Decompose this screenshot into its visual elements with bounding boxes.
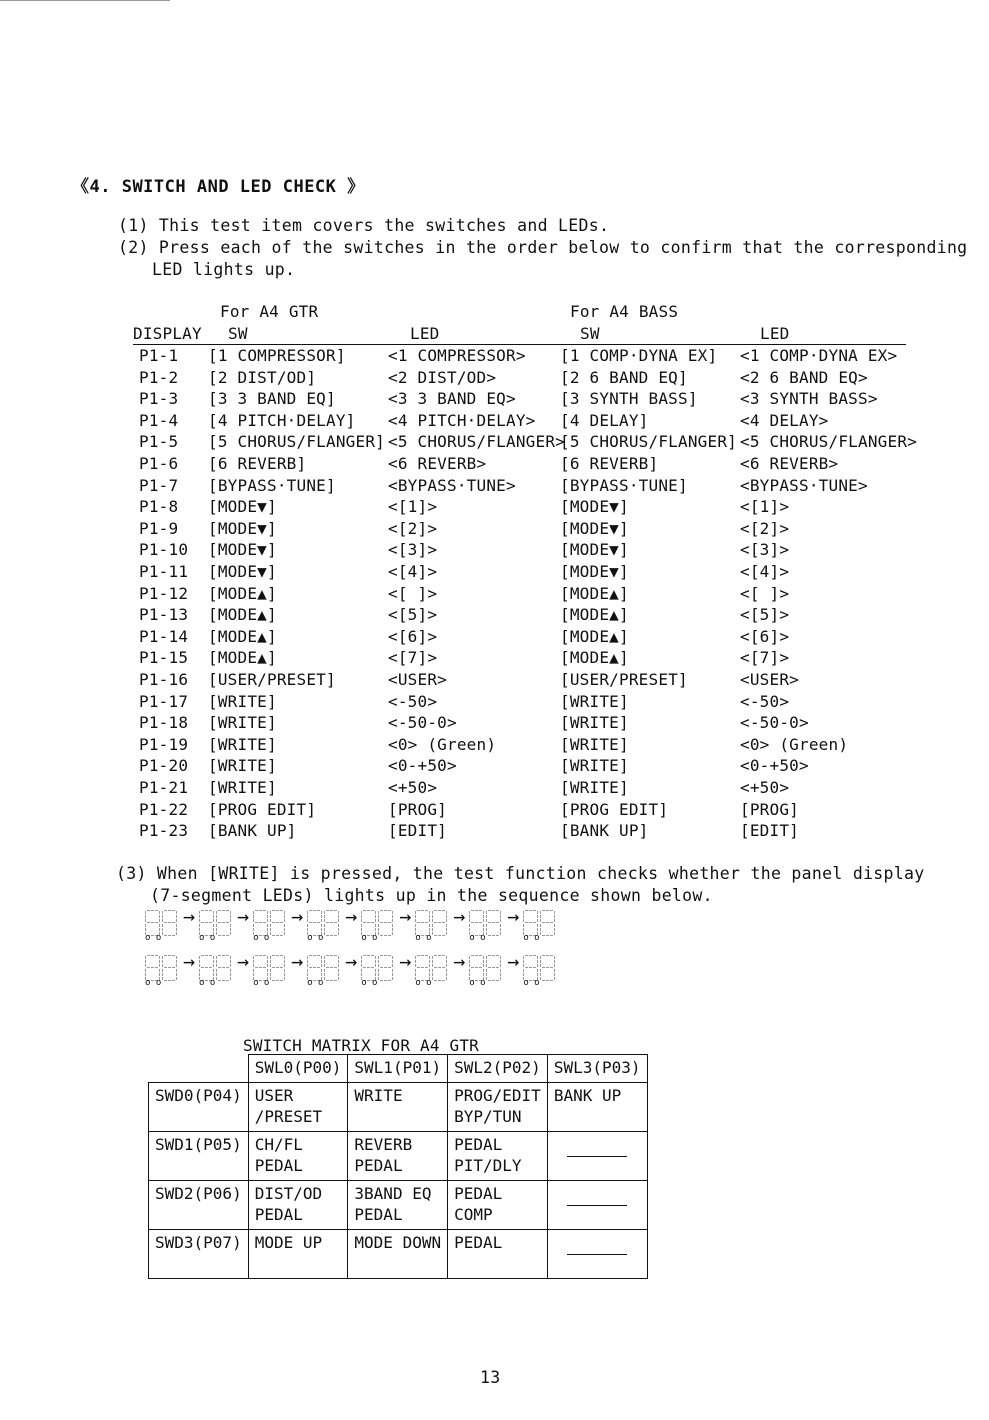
empty-cell-dash xyxy=(567,1205,627,1206)
gtr-led-cell: <[2]> xyxy=(388,518,438,538)
matrix-col-1: SWL1(P01) xyxy=(348,1055,448,1083)
decimal-point-indicators: o o xyxy=(469,978,486,988)
table-row xyxy=(0,539,989,561)
display-cell: P1-23 xyxy=(139,821,189,841)
arrow-right-icon: → xyxy=(345,949,358,973)
top-rule xyxy=(0,0,170,2)
bass-switch-cell: [MODE▲] xyxy=(560,583,629,603)
arrow-right-icon: → xyxy=(291,904,304,928)
bass-switch-cell: [6 REVERB] xyxy=(560,454,659,473)
matrix-cell-line-2 xyxy=(255,1253,342,1274)
matrix-title: SWITCH MATRIX FOR A4 GTR xyxy=(243,1036,479,1055)
gtr-led-cell: <2 DIST/OD> xyxy=(388,367,497,387)
decimal-point-indicators: o o xyxy=(523,978,540,988)
bass-switch-cell: [MODE▼] xyxy=(560,562,629,581)
matrix-cell xyxy=(547,1132,647,1181)
matrix-cell-line-1: REVERB xyxy=(354,1135,413,1154)
table-row xyxy=(0,367,989,389)
decimal-point-indicators: o o xyxy=(253,978,270,988)
table-row xyxy=(0,431,989,453)
gtr-switch-cell: [MODE▲] xyxy=(208,648,277,668)
display-state xyxy=(415,949,469,988)
gtr-switch-cell: [PROG EDIT] xyxy=(208,799,317,819)
bass-led-cell: <[2]> xyxy=(740,518,790,538)
display-state xyxy=(361,949,415,988)
decimal-point-indicators: o o xyxy=(415,978,432,988)
arrow-right-icon: → xyxy=(453,949,466,973)
arrow-right-icon: → xyxy=(237,904,250,928)
gtr-switch-cell: [MODE▼] xyxy=(208,562,277,581)
decimal-point-indicators: o o xyxy=(199,933,216,943)
matrix-cell-line-1: DIST/OD xyxy=(254,1184,323,1203)
matrix-body xyxy=(149,1083,648,1279)
display-cell: P1-22 xyxy=(139,799,189,819)
bass-switch-cell: [2 6 BAND EQ] xyxy=(560,367,688,387)
table-row xyxy=(0,777,989,799)
matrix-cell-line-1: CH/FL xyxy=(254,1135,303,1154)
paragraph-2: (2) Press each of the switches in the order below to confirm that the corresponding xyxy=(118,238,968,257)
arrow-right-icon: → xyxy=(183,949,196,973)
display-cell: P1-3 xyxy=(139,389,179,409)
gtr-header: For A4 GTR xyxy=(220,302,319,321)
bass-led-cell: <0> (Green) xyxy=(740,734,849,754)
gtr-led-cell: <[4]> xyxy=(388,562,438,581)
gtr-led-cell: <0> (Green) xyxy=(388,734,497,754)
arrow-right-icon: → xyxy=(399,949,412,973)
bass-switch-cell: [WRITE] xyxy=(560,713,629,733)
gtr-switch-cell: [1 COMPRESSOR] xyxy=(208,346,346,365)
gtr-led-cell: <[3]> xyxy=(388,540,438,560)
gtr-led-cell: <+50> xyxy=(388,778,438,797)
gtr-led-cell: [EDIT] xyxy=(388,821,447,841)
gtr-led-cell: <3 3 BAND EQ> xyxy=(388,389,516,409)
display-cell: P1-7 xyxy=(139,475,179,495)
display-state xyxy=(253,949,307,988)
matrix-cell-line-2: PEDAL xyxy=(254,1156,303,1175)
bass-led-cell: <-50> xyxy=(740,691,790,711)
table-row xyxy=(0,561,989,583)
table-row xyxy=(0,496,989,518)
table-body xyxy=(0,345,989,845)
display-state xyxy=(361,904,415,943)
gtr-switch-cell: [MODE▲] xyxy=(208,626,277,646)
bass-led-cell: <USER> xyxy=(740,670,799,689)
display-cell: P1-4 xyxy=(139,410,179,430)
matrix-cell xyxy=(547,1083,647,1132)
bass-switch-cell: [PROG EDIT] xyxy=(560,799,669,819)
bass-led-cell: <5 CHORUS/FLANGER> xyxy=(740,432,917,452)
table-row xyxy=(0,345,989,367)
decimal-point-indicators: o o xyxy=(361,978,378,988)
bass-switch-cell: [MODE▲] xyxy=(560,605,629,625)
matrix-cell xyxy=(348,1083,448,1132)
display-state xyxy=(469,949,523,988)
bass-led-cell: <[6]> xyxy=(740,626,790,646)
decimal-point-indicators: o o xyxy=(145,978,162,988)
display-cell: P1-11 xyxy=(139,562,189,581)
matrix-header-row xyxy=(149,1055,648,1083)
gtr-switch-cell: [4 PITCH·DELAY] xyxy=(208,410,356,430)
gtr-led-cell: <-50-0> xyxy=(388,713,457,733)
decimal-point-indicators: o o xyxy=(307,933,324,943)
gtr-led-cell: <6 REVERB> xyxy=(388,454,487,473)
matrix-cell xyxy=(448,1181,548,1230)
empty-cell-dash xyxy=(567,1156,627,1157)
matrix-row xyxy=(149,1230,648,1279)
display-state xyxy=(523,910,557,943)
table-row xyxy=(0,691,989,713)
arrow-right-icon: → xyxy=(507,904,520,928)
matrix-cell-line-1: USER xyxy=(254,1086,294,1105)
display-cell: P1-15 xyxy=(139,648,189,668)
gtr-led-cell: <[1]> xyxy=(388,497,438,517)
decimal-point-indicators: o o xyxy=(415,933,432,943)
gtr-switch-cell: [6 REVERB] xyxy=(208,454,307,473)
bass-led-cell: [PROG] xyxy=(740,799,799,819)
gtr-switch-cell: [MODE▼] xyxy=(208,518,277,538)
display-cell: P1-14 xyxy=(139,626,189,646)
bass-led-cell: <+50> xyxy=(740,778,790,797)
display-state xyxy=(415,904,469,943)
table-row xyxy=(0,820,989,842)
decimal-point-indicators: o o xyxy=(253,933,270,943)
matrix-cell-line-2: PIT/DLY xyxy=(454,1156,522,1175)
gtr-led-cell: <[5]> xyxy=(388,605,438,625)
gtr-switch-cell: [WRITE] xyxy=(208,713,277,733)
table-row xyxy=(0,647,989,669)
col-display: DISPLAY xyxy=(133,324,202,343)
col-sw-gtr: SW xyxy=(228,324,248,343)
arrow-right-icon: → xyxy=(507,949,520,973)
bass-header: For A4 BASS xyxy=(570,302,679,321)
bass-led-cell: <2 6 BAND EQ> xyxy=(740,367,868,387)
matrix-cell-line-2: BYP/TUN xyxy=(454,1107,522,1126)
bass-led-cell: <-50-0> xyxy=(740,713,809,733)
matrix-cell xyxy=(348,1230,448,1279)
decimal-point-indicators: o o xyxy=(523,933,540,943)
display-cell: P1-1 xyxy=(139,346,179,365)
matrix-row-head: SWD3(P07) xyxy=(149,1230,249,1279)
bass-led-cell: <1 COMP·DYNA EX> xyxy=(740,346,898,365)
bass-led-cell: <[5]> xyxy=(740,605,790,625)
section-title: 《4. SWITCH AND LED CHECK 》 xyxy=(72,177,365,197)
bass-switch-cell: [WRITE] xyxy=(560,778,629,797)
bass-led-cell: <6 REVERB> xyxy=(740,454,839,473)
table-row xyxy=(0,755,989,777)
bass-switch-cell: [WRITE] xyxy=(560,756,629,776)
display-cell: P1-8 xyxy=(139,497,179,517)
decimal-point-indicators: o o xyxy=(307,978,324,988)
arrow-right-icon: → xyxy=(237,949,250,973)
matrix-cell xyxy=(547,1181,647,1230)
gtr-led-cell: <BYPASS·TUNE> xyxy=(388,475,516,495)
display-state xyxy=(145,949,199,988)
display-cell: P1-19 xyxy=(139,734,189,754)
matrix-col-2: SWL2(P02) xyxy=(448,1055,548,1083)
table-row xyxy=(0,669,989,691)
matrix-cell-line-1: BANK UP xyxy=(553,1086,622,1105)
bass-switch-cell: [MODE▼] xyxy=(560,518,629,538)
gtr-led-cell: <[6]> xyxy=(388,626,438,646)
gtr-switch-cell: [WRITE] xyxy=(208,691,277,711)
arrow-right-icon: → xyxy=(183,904,196,928)
display-cell: P1-18 xyxy=(139,713,189,733)
display-cell: P1-9 xyxy=(139,518,179,538)
matrix-cell-line-1: PROG/EDIT xyxy=(454,1086,541,1105)
gtr-switch-cell: [2 DIST/OD] xyxy=(208,367,317,387)
matrix-corner xyxy=(149,1055,249,1083)
segment-sequence-row-2 xyxy=(145,949,557,988)
arrow-right-icon: → xyxy=(453,904,466,928)
display-cell: P1-20 xyxy=(139,756,189,776)
matrix-cell-line-2: /PRESET xyxy=(254,1107,323,1126)
gtr-led-cell: <USER> xyxy=(388,670,447,689)
display-state xyxy=(253,904,307,943)
page-number: 13 xyxy=(480,1368,501,1387)
display-state xyxy=(199,904,253,943)
gtr-switch-cell: [MODE▼] xyxy=(208,497,277,517)
matrix-row xyxy=(149,1181,648,1230)
table-row xyxy=(0,518,989,540)
matrix-cell xyxy=(248,1181,348,1230)
display-state xyxy=(469,904,523,943)
display-cell: P1-5 xyxy=(139,432,179,452)
gtr-switch-cell: [BYPASS·TUNE] xyxy=(208,475,336,495)
bass-switch-cell: [WRITE] xyxy=(560,734,629,754)
matrix-cell xyxy=(448,1083,548,1132)
matrix-cell-line-1: WRITE xyxy=(354,1086,403,1105)
table-row xyxy=(0,712,989,734)
bass-led-cell: <4 DELAY> xyxy=(740,410,829,430)
matrix-col-3: SWL3(P03) xyxy=(547,1055,647,1083)
display-cell: P1-12 xyxy=(139,583,189,603)
display-cell: P1-10 xyxy=(139,540,189,560)
arrow-right-icon: → xyxy=(399,904,412,928)
matrix-cell-line-2 xyxy=(354,1106,441,1127)
matrix-cell xyxy=(348,1132,448,1181)
decimal-point-indicators: o o xyxy=(469,933,486,943)
switch-matrix xyxy=(148,1054,648,1279)
matrix-cell-line-1: PEDAL xyxy=(454,1233,503,1252)
gtr-led-cell: <5 CHORUS/FLANGER> xyxy=(388,432,565,452)
matrix-cell xyxy=(348,1181,448,1230)
bass-switch-cell: [BYPASS·TUNE] xyxy=(560,475,688,495)
bass-switch-cell: [1 COMP·DYNA EX] xyxy=(560,346,718,365)
display-state xyxy=(199,949,253,988)
segment-sequence-row-1 xyxy=(145,904,557,943)
gtr-switch-cell: [5 CHORUS/FLANGER] xyxy=(208,432,385,452)
bass-switch-cell: [MODE▲] xyxy=(560,648,629,668)
col-sw-bass: SW xyxy=(580,324,600,343)
gtr-switch-cell: [MODE▲] xyxy=(208,583,277,603)
matrix-cell-line-1: MODE UP xyxy=(254,1233,323,1252)
display-cell: P1-16 xyxy=(139,670,189,689)
paragraph-1: (1) This test item covers the switches and LEDs. xyxy=(118,216,610,235)
matrix-col-0: SWL0(P00) xyxy=(248,1055,348,1083)
gtr-led-cell: <[7]> xyxy=(388,648,438,668)
bass-led-cell: <BYPASS·TUNE> xyxy=(740,475,868,495)
bass-switch-cell: [USER/PRESET] xyxy=(560,670,688,689)
matrix-cell-line-2: PEDAL xyxy=(354,1205,403,1224)
matrix-cell-line-1: MODE DOWN xyxy=(354,1233,442,1252)
bass-led-cell: <[7]> xyxy=(740,648,790,668)
matrix-cell-line-2: PEDAL xyxy=(254,1205,303,1224)
table-row xyxy=(0,388,989,410)
matrix-row-head: SWD0(P04) xyxy=(149,1083,249,1132)
paragraph-2-cont: LED lights up. xyxy=(152,260,296,279)
matrix-cell-line-2: PEDAL xyxy=(354,1156,403,1175)
arrow-right-icon: → xyxy=(291,949,304,973)
bass-switch-cell: [MODE▼] xyxy=(560,540,629,560)
display-state xyxy=(523,955,557,988)
col-led-gtr: LED xyxy=(410,324,440,343)
display-state xyxy=(145,904,199,943)
display-state xyxy=(307,949,361,988)
bass-led-cell: <3 SYNTH BASS> xyxy=(740,389,878,409)
bass-switch-cell: [MODE▼] xyxy=(560,497,629,517)
bass-switch-cell: [5 CHORUS/FLANGER] xyxy=(560,432,737,452)
decimal-point-indicators: o o xyxy=(145,933,162,943)
matrix-cell-line-1: PEDAL xyxy=(454,1184,503,1203)
decimal-point-indicators: o o xyxy=(361,933,378,943)
gtr-switch-cell: [MODE▼] xyxy=(208,540,277,560)
gtr-led-cell: <1 COMPRESSOR> xyxy=(388,346,526,365)
bass-switch-cell: [3 SYNTH BASS] xyxy=(560,389,698,409)
bass-led-cell: <[ ]> xyxy=(740,583,790,603)
matrix-row-head: SWD2(P06) xyxy=(149,1181,249,1230)
gtr-led-cell: <[ ]> xyxy=(388,583,438,603)
matrix-row xyxy=(149,1083,648,1132)
bass-switch-cell: [4 DELAY] xyxy=(560,410,649,430)
display-cell: P1-13 xyxy=(139,605,189,625)
bass-led-cell: <[4]> xyxy=(740,562,790,581)
decimal-point-indicators: o o xyxy=(199,978,216,988)
gtr-switch-cell: [WRITE] xyxy=(208,778,277,797)
gtr-led-cell: [PROG] xyxy=(388,799,447,819)
matrix-cell-line-2 xyxy=(454,1253,541,1274)
bass-switch-cell: [WRITE] xyxy=(560,691,629,711)
gtr-switch-cell: [3 3 BAND EQ] xyxy=(208,389,336,409)
table-row xyxy=(0,799,989,821)
display-state xyxy=(307,904,361,943)
paragraph-3-cont: (7-segment LEDs) lights up in the sequence shown below. xyxy=(150,886,713,905)
matrix-cell-line-1: 3BAND EQ xyxy=(354,1184,432,1203)
bass-switch-cell: [BANK UP] xyxy=(560,821,649,841)
matrix-cell xyxy=(248,1230,348,1279)
gtr-led-cell: <0-+50> xyxy=(388,756,457,776)
display-cell: P1-2 xyxy=(139,367,179,387)
arrow-right-icon: → xyxy=(345,904,358,928)
matrix-cell-line-1: PEDAL xyxy=(454,1135,503,1154)
bass-led-cell: <[1]> xyxy=(740,497,790,517)
gtr-switch-cell: [WRITE] xyxy=(208,756,277,776)
table-row xyxy=(0,453,989,475)
table-row xyxy=(0,583,989,605)
gtr-switch-cell: [MODE▲] xyxy=(208,605,277,625)
matrix-row xyxy=(149,1132,648,1181)
bass-led-cell: [EDIT] xyxy=(740,821,799,841)
matrix-cell-line-2 xyxy=(554,1106,641,1127)
matrix-cell xyxy=(248,1083,348,1132)
table-row xyxy=(0,410,989,432)
matrix-cell-line-2 xyxy=(354,1253,441,1274)
bass-led-cell: <0-+50> xyxy=(740,756,809,776)
gtr-led-cell: <4 PITCH·DELAY> xyxy=(388,410,536,430)
gtr-led-cell: <-50> xyxy=(388,691,438,711)
col-led-bass: LED xyxy=(760,324,790,343)
matrix-row-head: SWD1(P05) xyxy=(149,1132,249,1181)
matrix-cell xyxy=(248,1132,348,1181)
display-cell: P1-6 xyxy=(139,454,179,473)
table-row xyxy=(0,475,989,497)
gtr-switch-cell: [BANK UP] xyxy=(208,821,297,841)
gtr-switch-cell: [WRITE] xyxy=(208,734,277,754)
table-row xyxy=(0,626,989,648)
table-row xyxy=(0,734,989,756)
matrix-cell xyxy=(448,1132,548,1181)
gtr-switch-cell: [USER/PRESET] xyxy=(208,670,336,689)
bass-led-cell: <[3]> xyxy=(740,540,790,560)
matrix-cell xyxy=(448,1230,548,1279)
matrix-cell xyxy=(547,1230,647,1279)
display-cell: P1-17 xyxy=(139,691,189,711)
bass-switch-cell: [MODE▲] xyxy=(560,626,629,646)
paragraph-3: (3) When [WRITE] is pressed, the test function checks whether the panel display xyxy=(116,864,925,883)
empty-cell-dash xyxy=(567,1254,627,1255)
matrix-cell-line-2: COMP xyxy=(454,1205,493,1224)
display-cell: P1-21 xyxy=(139,778,189,797)
table-row xyxy=(0,604,989,626)
